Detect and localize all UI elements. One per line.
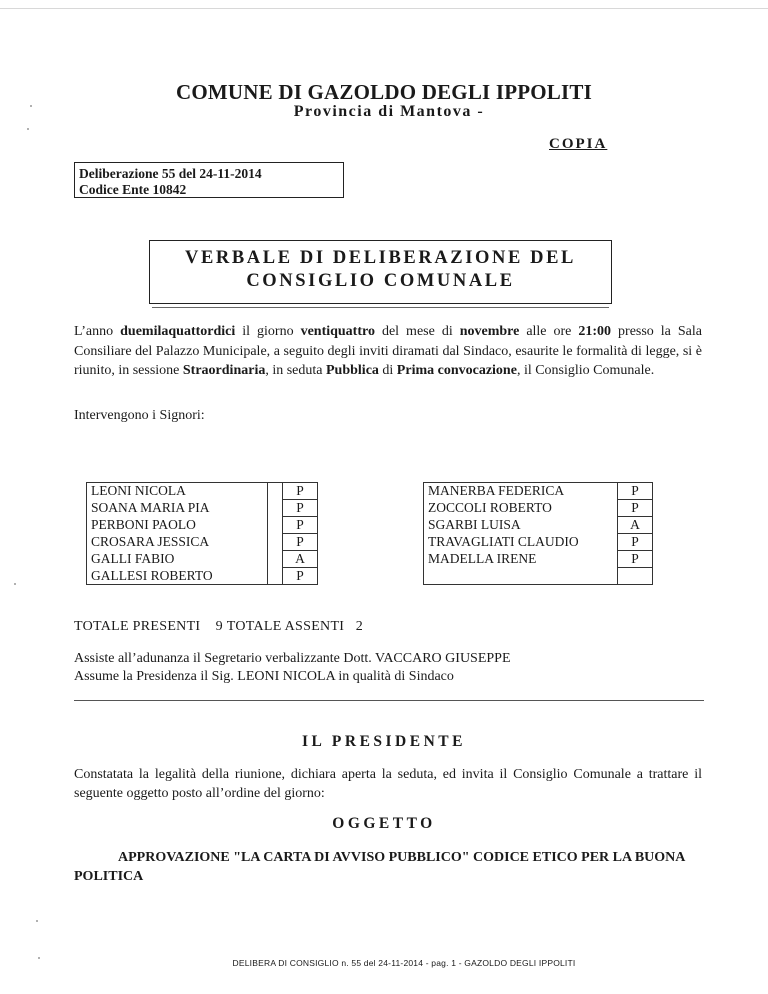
attendance-row xyxy=(424,500,653,517)
column-gap xyxy=(268,534,283,551)
column-gap xyxy=(268,551,283,568)
scan-speck xyxy=(36,920,38,922)
attendance-row xyxy=(87,568,318,585)
meeting-type: Pubblica xyxy=(326,363,379,378)
attendance-row xyxy=(87,500,318,517)
member-name: PERBONI PAOLO xyxy=(87,517,268,534)
attendance-row xyxy=(87,551,318,568)
secretary-presidency-info xyxy=(74,650,511,686)
member-name: ZOCCOLI ROBERTO xyxy=(424,500,618,517)
member-name: CROSARA JESSICA xyxy=(87,534,268,551)
deliberation-reference-box xyxy=(74,162,344,198)
member-name xyxy=(424,568,618,585)
absent-count: 2 xyxy=(355,619,363,634)
attendance-totals xyxy=(74,619,363,635)
copy-label: COPIA xyxy=(549,136,608,152)
member-status: P xyxy=(618,551,653,568)
subject-heading: OGGETTO xyxy=(332,815,436,832)
column-gap xyxy=(268,500,283,517)
municipality-title: COMUNE DI GAZOLDO DEGLI IPPOLITI xyxy=(176,80,592,104)
member-name: SGARBI LUISA xyxy=(424,517,618,534)
member-status xyxy=(618,568,653,585)
attendees-heading: Intervengono i Signori: xyxy=(74,408,205,423)
subject-text: APPROVAZIONE "LA CARTA DI AVVISO PUBBLICO" CODICE ETICO PER LA BUONA POLITICA xyxy=(74,850,685,884)
verbale-title-line2: CONSIGLIO COMUNALE xyxy=(246,271,515,291)
day: ventiquattro xyxy=(300,324,375,339)
member-name: MANERBA FEDERICA xyxy=(424,483,618,500)
attendance-row xyxy=(424,517,653,534)
attendance-row xyxy=(87,483,318,500)
member-status: P xyxy=(283,568,318,585)
presidency-line: Assume la Presidenza il Sig. LEONI NICOLA in qualità di Sindaco xyxy=(74,669,454,684)
present-count: 9 xyxy=(215,619,223,634)
time: 21:00 xyxy=(578,324,612,339)
session-type: Straordinaria xyxy=(182,363,266,378)
member-status: P xyxy=(618,500,653,517)
member-status: P xyxy=(618,483,653,500)
absent-label: TOTALE ASSENTI xyxy=(226,619,345,634)
page-footer: DELIBERA DI CONSIGLIO n. 55 del 24-11-2014 - pag. 1 - GAZOLDO DEGLI IPPOLITI xyxy=(232,958,576,968)
attendance-row xyxy=(87,534,318,551)
president-heading: IL PRESIDENTE xyxy=(302,733,466,750)
convocation: Prima convocazione xyxy=(396,363,517,378)
secretary-line: Assiste all’adunanza il Segretario verbalizzante Dott. VACCARO GIUSEPPE xyxy=(74,651,511,666)
verbale-title xyxy=(150,247,611,293)
member-status: A xyxy=(618,517,653,534)
present-label: TOTALE PRESENTI xyxy=(74,619,201,634)
entity-code: Codice Ente 10842 xyxy=(79,182,187,197)
scan-speck xyxy=(14,583,16,585)
attendance-row xyxy=(424,551,653,568)
attendance-row xyxy=(424,483,653,500)
attendance-table-left xyxy=(86,482,318,585)
deliberation-number: Deliberazione 55 del 24-11-2014 xyxy=(79,166,262,181)
province-subtitle: Provincia di Mantova - xyxy=(293,103,485,120)
scan-speck xyxy=(27,128,29,130)
column-gap xyxy=(268,483,283,500)
member-name: TRAVAGLIATI CLAUDIO xyxy=(424,534,618,551)
attendance-row xyxy=(424,534,653,551)
member-name: GALLI FABIO xyxy=(87,551,268,568)
member-name: GALLESI ROBERTO xyxy=(87,568,268,585)
member-status: P xyxy=(283,483,318,500)
attendance-table-right xyxy=(423,482,653,585)
member-status: P xyxy=(283,500,318,517)
member-status: P xyxy=(283,534,318,551)
section-divider xyxy=(74,700,704,701)
intro-paragraph: L’anno duemilaquattordici il giorno ventiquattro del mese di novembre alle ore 21:00 presso la Sala Consiliare del Palazzo Municipale, a seguito degli inviti diramati dal Sindaco, esaurite le formalità di legge, si è riunito, in sessione Straordinaria, in seduta Pubblica di Prima convocazione, il Consiglio Comunale. xyxy=(74,324,702,378)
column-gap xyxy=(268,568,283,585)
attendance-row xyxy=(87,517,318,534)
member-name: SOANA MARIA PIA xyxy=(87,500,268,517)
member-name: MADELLA IRENE xyxy=(424,551,618,568)
column-gap xyxy=(268,517,283,534)
year: duemilaquattordici xyxy=(120,324,236,339)
top-rule xyxy=(0,8,768,9)
member-name: LEONI NICOLA xyxy=(87,483,268,500)
attendance-row xyxy=(424,568,653,585)
member-status: A xyxy=(283,551,318,568)
verbale-title-line1: VERBALE DI DELIBERAZIONE DEL xyxy=(185,248,576,268)
president-statement: Constatata la legalità della riunione, dichiara aperta la seduta, ed invita il Consiglio Comunale a trattare il seguente oggetto posto all’ordine del giorno: xyxy=(74,767,702,801)
member-status: P xyxy=(618,534,653,551)
verbale-title-box xyxy=(149,240,612,304)
member-status: P xyxy=(283,517,318,534)
month: novembre xyxy=(459,324,520,339)
